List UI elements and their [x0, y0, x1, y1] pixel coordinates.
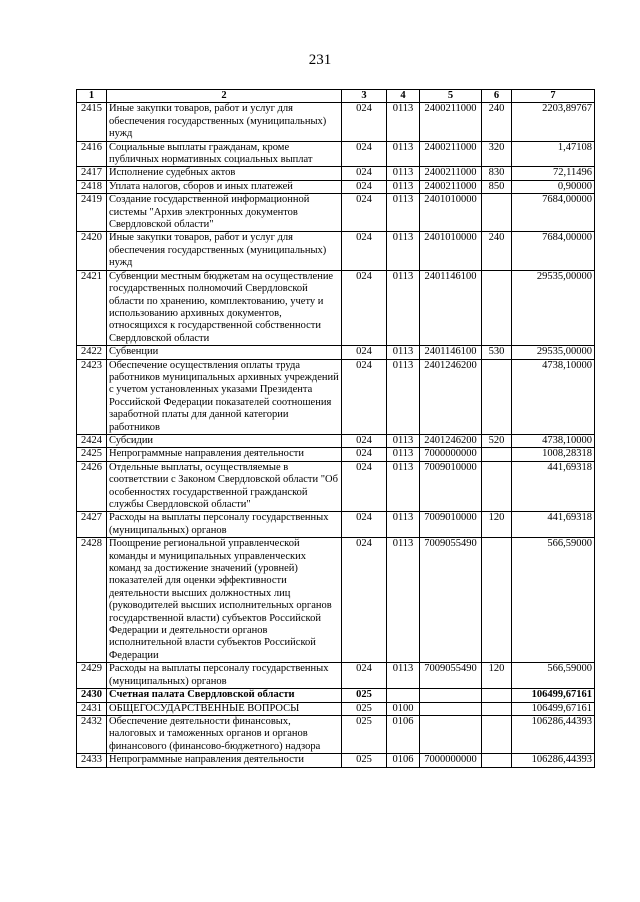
- table-row: [77, 180, 595, 193]
- cell-num: 2424: [77, 434, 107, 447]
- table-row: [77, 448, 595, 461]
- cell-c3: 024: [342, 512, 387, 538]
- cell-c6: 530: [482, 346, 512, 359]
- table-row: [77, 141, 595, 167]
- header-cell: 1: [77, 90, 107, 103]
- page-number: 231: [308, 52, 332, 68]
- table-row: [77, 754, 595, 767]
- cell-c4: 0113: [387, 434, 420, 447]
- cell-c5: 7000000000: [420, 754, 482, 767]
- cell-name: Поощрение региональной управленческой команды и муниципальных управленческих команд за достижение значений (уровней) показателей для оценки эффективности деятельности высших должностных лиц (руководителей высших исполнительных органов государственной власти) субъектов Российской Федерации и деятельности органов исполнительной власти субъектов Российской Федерации: [107, 538, 342, 663]
- cell-c3: 024: [342, 663, 387, 689]
- table-row: [77, 538, 595, 663]
- cell-c5: 2401246200: [420, 359, 482, 434]
- cell-num: 2426: [77, 461, 107, 512]
- cell-name: Непрограммные направления деятельности: [107, 448, 342, 461]
- cell-c5: 2401246200: [420, 434, 482, 447]
- cell-c5: [420, 689, 482, 702]
- cell-num: 2428: [77, 538, 107, 663]
- cell-c4: 0113: [387, 359, 420, 434]
- cell-num: 2430: [77, 689, 107, 702]
- cell-name: Субвенции: [107, 346, 342, 359]
- cell-c3: 024: [342, 103, 387, 141]
- cell-c4: 0113: [387, 346, 420, 359]
- cell-c7: 566,59000: [512, 538, 595, 663]
- cell-name: Субсидии: [107, 434, 342, 447]
- cell-c6: [482, 702, 512, 715]
- header-row: [77, 90, 595, 103]
- cell-num: 2422: [77, 346, 107, 359]
- cell-c7: 2203,89767: [512, 103, 595, 141]
- cell-c6: [482, 715, 512, 753]
- cell-c6: 120: [482, 663, 512, 689]
- cell-name: Исполнение судебных актов: [107, 167, 342, 180]
- cell-c4: 0113: [387, 538, 420, 663]
- cell-c5: 2401146100: [420, 346, 482, 359]
- cell-name: Обеспечение осуществления оплаты труда работников муниципальных архивных учреждений с учетом установленных указами Президента Российской Федерации показателей соотношения заработной платы для данной категории работников: [107, 359, 342, 434]
- cell-c6: [482, 270, 512, 345]
- cell-c5: 7009055490: [420, 538, 482, 663]
- cell-c5: 2400211000: [420, 167, 482, 180]
- table-row: [77, 167, 595, 180]
- cell-c4: 0113: [387, 270, 420, 345]
- cell-c4: [387, 689, 420, 702]
- cell-c7: 441,69318: [512, 461, 595, 512]
- cell-c7: 4738,10000: [512, 434, 595, 447]
- cell-c3: 024: [342, 141, 387, 167]
- cell-c6: 120: [482, 512, 512, 538]
- cell-c7: 29535,00000: [512, 270, 595, 345]
- cell-name: Создание государственной информационной системы "Архив электронных документов Свердловской области": [107, 194, 342, 232]
- header-cell: 6: [482, 90, 512, 103]
- cell-num: 2415: [77, 103, 107, 141]
- header-cell: 4: [387, 90, 420, 103]
- cell-c6: [482, 538, 512, 663]
- cell-num: 2433: [77, 754, 107, 767]
- cell-c7: 7684,00000: [512, 194, 595, 232]
- cell-c3: 024: [342, 167, 387, 180]
- cell-c3: 025: [342, 689, 387, 702]
- cell-c4: 0113: [387, 103, 420, 141]
- cell-num: 2421: [77, 270, 107, 345]
- cell-c7: 29535,00000: [512, 346, 595, 359]
- cell-c3: 024: [342, 434, 387, 447]
- cell-c3: 024: [342, 538, 387, 663]
- cell-c6: 240: [482, 232, 512, 270]
- cell-c4: 0100: [387, 702, 420, 715]
- cell-c7: 106499,67161: [512, 702, 595, 715]
- cell-c7: 106499,67161: [512, 689, 595, 702]
- cell-c4: 0113: [387, 167, 420, 180]
- cell-c5: 2401010000: [420, 232, 482, 270]
- cell-num: 2418: [77, 180, 107, 193]
- cell-c3: 024: [342, 359, 387, 434]
- cell-c5: 2400211000: [420, 103, 482, 141]
- cell-num: 2431: [77, 702, 107, 715]
- cell-c3: 024: [342, 180, 387, 193]
- cell-num: 2432: [77, 715, 107, 753]
- cell-c3: 024: [342, 270, 387, 345]
- cell-c5: 7009010000: [420, 512, 482, 538]
- cell-c7: 72,11496: [512, 167, 595, 180]
- cell-c7: 1,47108: [512, 141, 595, 167]
- table-row: [77, 346, 595, 359]
- cell-c7: 4738,10000: [512, 359, 595, 434]
- cell-num: 2420: [77, 232, 107, 270]
- table-row: [77, 194, 595, 232]
- header-cell: 7: [512, 90, 595, 103]
- cell-c5: 2400211000: [420, 141, 482, 167]
- table-row: [77, 270, 595, 345]
- cell-name: Непрограммные направления деятельности: [107, 754, 342, 767]
- cell-name: Расходы на выплаты персоналу государственных (муниципальных) органов: [107, 512, 342, 538]
- table-row: [77, 715, 595, 753]
- header-cell: 2: [107, 90, 342, 103]
- cell-c6: [482, 194, 512, 232]
- table-row: [77, 359, 595, 434]
- table-row: [77, 702, 595, 715]
- cell-c6: 320: [482, 141, 512, 167]
- cell-c3: 025: [342, 754, 387, 767]
- cell-name: ОБЩЕГОСУДАРСТВЕННЫЕ ВОПРОСЫ: [107, 702, 342, 715]
- cell-c7: 106286,44393: [512, 715, 595, 753]
- cell-c6: [482, 689, 512, 702]
- cell-num: 2423: [77, 359, 107, 434]
- cell-name: Субвенции местным бюджетам на осуществление государственных полномочий Свердловской области по хранению, комплектованию, учету и использованию архивных документов, относящихся к государственной собственности Свердловской области: [107, 270, 342, 345]
- header-cell: 3: [342, 90, 387, 103]
- cell-name: Отдельные выплаты, осуществляемые в соответствии с Законом Свердловской области "Об особенностях государственной гражданской службы Свердловской области": [107, 461, 342, 512]
- table-row: [77, 434, 595, 447]
- cell-c6: [482, 448, 512, 461]
- cell-c7: 0,90000: [512, 180, 595, 193]
- budget-table: [76, 89, 595, 768]
- cell-c7: 566,59000: [512, 663, 595, 689]
- cell-c7: 1008,28318: [512, 448, 595, 461]
- cell-c5: 7009055490: [420, 663, 482, 689]
- cell-c7: 441,69318: [512, 512, 595, 538]
- cell-c6: [482, 461, 512, 512]
- cell-c6: 520: [482, 434, 512, 447]
- cell-num: 2416: [77, 141, 107, 167]
- cell-c7: 7684,00000: [512, 232, 595, 270]
- cell-name: Обеспечение деятельности финансовых, налоговых и таможенных органов и органов финансового (финансово-бюджетного) надзора: [107, 715, 342, 753]
- cell-c6: [482, 754, 512, 767]
- cell-c5: 2401010000: [420, 194, 482, 232]
- cell-c5: 2400211000: [420, 180, 482, 193]
- cell-c4: 0113: [387, 512, 420, 538]
- cell-c3: 024: [342, 448, 387, 461]
- cell-c4: 0106: [387, 754, 420, 767]
- cell-num: 2427: [77, 512, 107, 538]
- cell-c3: 025: [342, 715, 387, 753]
- header-cell: 5: [420, 90, 482, 103]
- cell-c4: 0113: [387, 141, 420, 167]
- cell-c4: 0113: [387, 461, 420, 512]
- cell-c4: 0113: [387, 448, 420, 461]
- table-row: [77, 663, 595, 689]
- cell-c4: 0113: [387, 663, 420, 689]
- cell-c5: 7000000000: [420, 448, 482, 461]
- cell-c6: 240: [482, 103, 512, 141]
- cell-c6: 830: [482, 167, 512, 180]
- table-row: [77, 461, 595, 512]
- cell-c5: 2401146100: [420, 270, 482, 345]
- cell-name: Расходы на выплаты персоналу государственных (муниципальных) органов: [107, 663, 342, 689]
- cell-c3: 024: [342, 194, 387, 232]
- cell-c3: 024: [342, 346, 387, 359]
- cell-num: 2417: [77, 167, 107, 180]
- cell-num: 2425: [77, 448, 107, 461]
- table-row: [77, 689, 595, 702]
- cell-name: Иные закупки товаров, работ и услуг для обеспечения государственных (муниципальных) нужд: [107, 103, 342, 141]
- cell-name: Социальные выплаты гражданам, кроме публичных нормативных социальных выплат: [107, 141, 342, 167]
- cell-num: 2429: [77, 663, 107, 689]
- cell-c3: 025: [342, 702, 387, 715]
- cell-c4: 0106: [387, 715, 420, 753]
- cell-c4: 0113: [387, 232, 420, 270]
- cell-c4: 0113: [387, 194, 420, 232]
- table-row: [77, 512, 595, 538]
- cell-c5: 7009010000: [420, 461, 482, 512]
- table-row: [77, 232, 595, 270]
- cell-c3: 024: [342, 232, 387, 270]
- cell-c6: 850: [482, 180, 512, 193]
- cell-name: Счетная палата Свердловской области: [107, 689, 342, 702]
- cell-c6: [482, 359, 512, 434]
- cell-num: 2419: [77, 194, 107, 232]
- cell-name: Уплата налогов, сборов и иных платежей: [107, 180, 342, 193]
- cell-c7: 106286,44393: [512, 754, 595, 767]
- cell-c5: [420, 702, 482, 715]
- cell-c3: 024: [342, 461, 387, 512]
- cell-name: Иные закупки товаров, работ и услуг для обеспечения государственных (муниципальных) нужд: [107, 232, 342, 270]
- cell-c5: [420, 715, 482, 753]
- cell-c4: 0113: [387, 180, 420, 193]
- table-row: [77, 103, 595, 141]
